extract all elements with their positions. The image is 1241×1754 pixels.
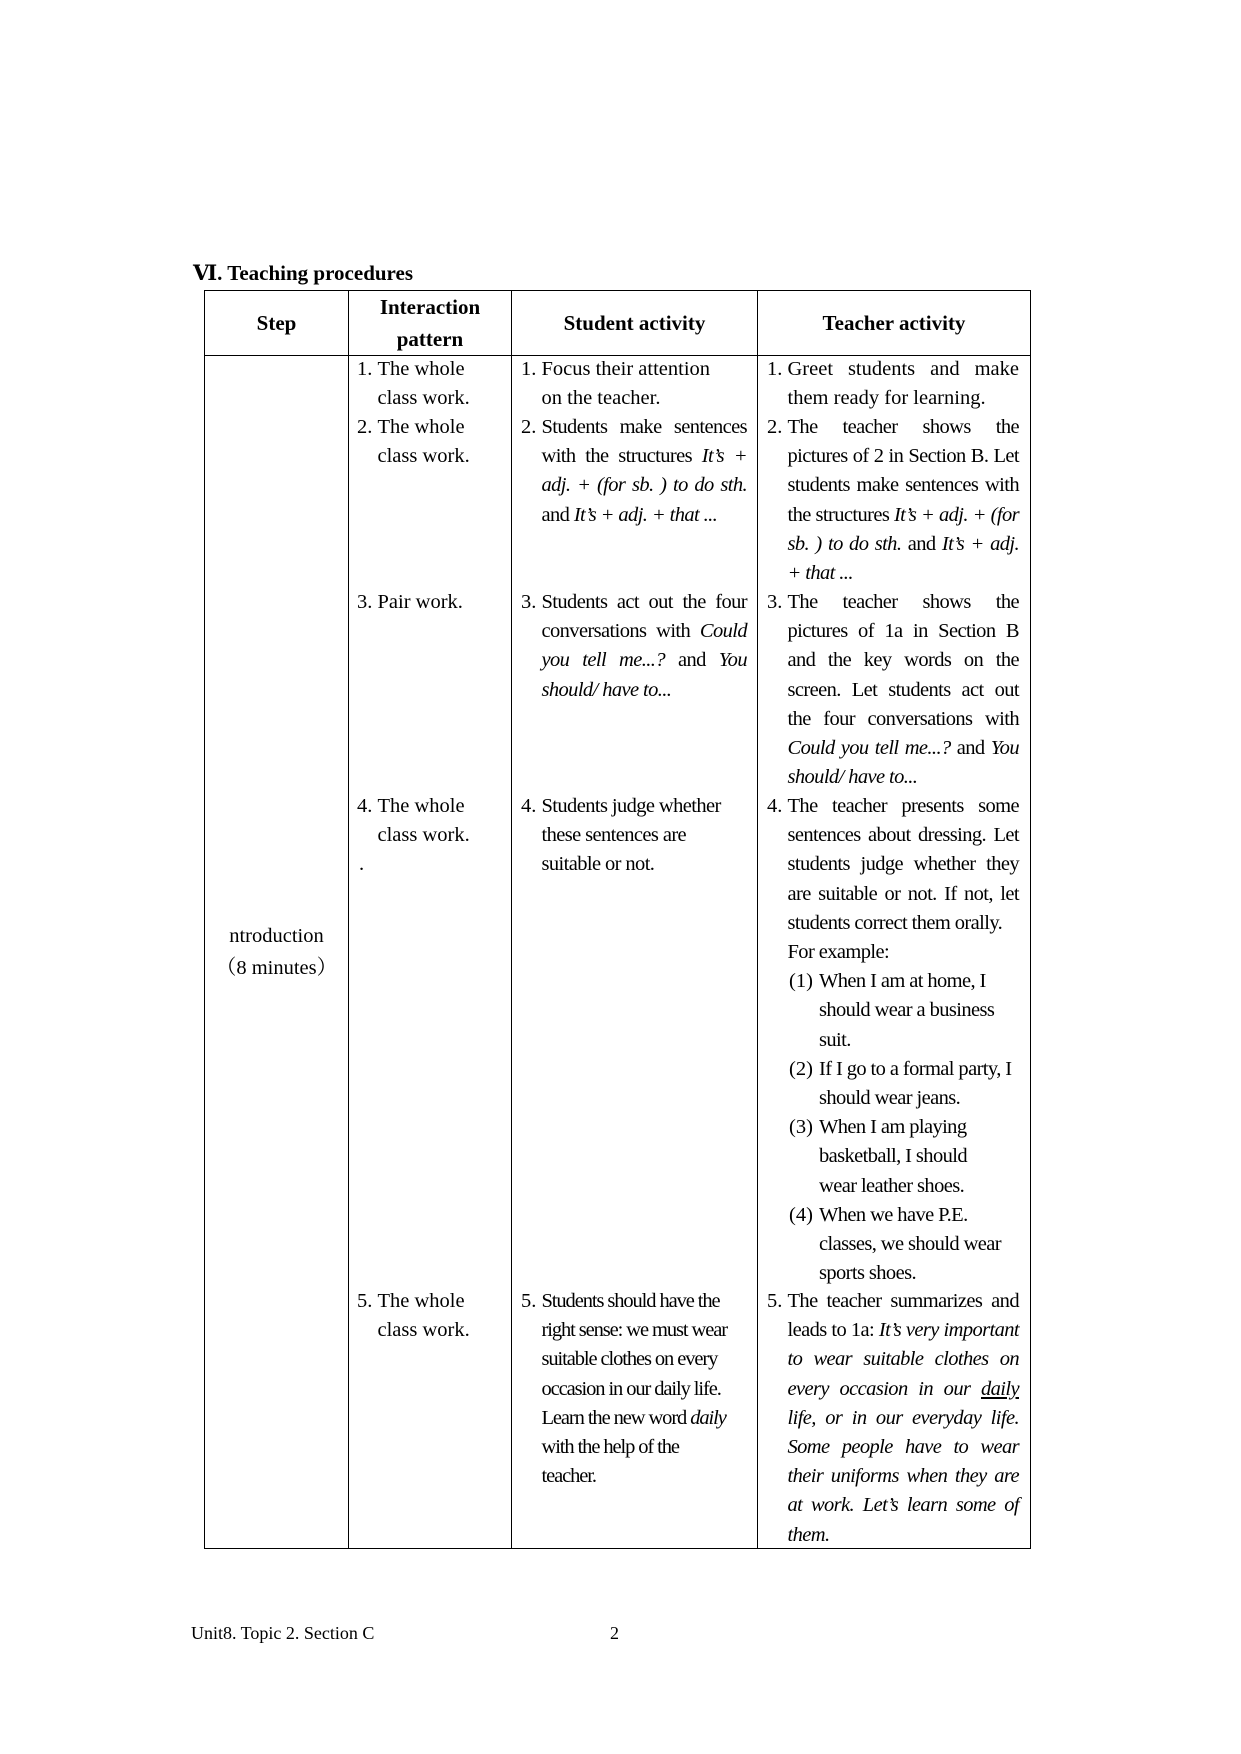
interaction-dot: . xyxy=(359,853,365,875)
teacher-item-2: 2. The teacher shows the pictures of 2 in Section B. Let students make sentences with the structures It’s + adj. + (for sb. ) to do sth. and It’s + adj. + that ... xyxy=(767,416,1019,585)
header-student: Student activity xyxy=(512,291,758,356)
interaction-item-2: 2. The whole class work. xyxy=(357,416,470,468)
header-interaction-line1: Interaction xyxy=(379,295,481,319)
header-interaction xyxy=(349,291,512,356)
page-number: 2 xyxy=(610,1623,619,1643)
teacher-item-4: 4. The teacher presents some sentences about dressing. Let students judge whether they are suitable or not. If not, let students correct them orally. For example: (1) When I am at home, I should wear a business suit. (2) If I go to a formal party, I should wear jeans. (3) When I am playing basketball, I should wear leather shoes. (4) When we have P.E. classes, we should wear sports shoes. xyxy=(767,792,1019,1288)
example-label: For example: xyxy=(787,941,890,964)
interaction-cell xyxy=(349,356,512,1549)
example-item: (1) When I am at home, I should wear a business suit. xyxy=(789,970,995,1051)
step-cell xyxy=(205,356,349,1549)
interaction-item-3: 3. Pair work. xyxy=(357,591,463,613)
example-list xyxy=(767,967,1019,1288)
student-item-5: 5. Students should have the right sense: we must wear suitable clothes on every occasion in our daily life. Learn the new word daily with the help of the teacher. xyxy=(521,1290,727,1488)
teacher-item-1: 1. Greet students and make them ready for learning. xyxy=(767,358,1019,410)
step-time: （8 minutes） xyxy=(215,957,338,979)
student-item-1: 1. Focus their attention on the teacher. xyxy=(521,358,711,410)
example-item: (3) When I am playing basketball, I should wear leather shoes. xyxy=(789,1116,967,1197)
table-header-row xyxy=(205,291,1031,356)
interaction-item-1: 1. The whole class work. xyxy=(357,358,470,410)
interaction-item-4: 4. The whole class work. xyxy=(357,795,470,847)
footer-document-title: Unit8. Topic 2. Section C xyxy=(191,1623,375,1643)
example-item: (2) If I go to a formal party, I should wear jeans. xyxy=(789,1057,1012,1110)
header-teacher: Teacher activity xyxy=(758,291,1031,356)
teacher-item-3: 3. The teacher shows the pictures of 1a in Section B and the key words on the screen. Let students act out the four conversations with Could you tell me...? and You should/ have to... xyxy=(767,591,1019,789)
step-name: ntroduction xyxy=(229,925,324,947)
student-item-4: 4. Students judge whether these sentences are suitable or not. xyxy=(521,795,721,876)
student-item-3: 3. Students act out the four conversations with Could you tell me...? and You should/ have to... xyxy=(521,591,747,701)
header-interaction-line2: pattern xyxy=(396,327,464,351)
teacher-item-5: 5. The teacher summarizes and leads to 1a: It’s very important to wear suitable clothes on every occasion in our daily life, or in our everyday life. Some people have to wear their uniforms when they are at work. Let’s learn some of them. xyxy=(767,1290,1020,1546)
example-item: (4) When we have P.E. classes, we should wear sports shoes. xyxy=(789,1203,1002,1285)
interaction-item-5: 5. The whole class work. xyxy=(357,1290,470,1342)
header-step: Step xyxy=(205,291,349,356)
section-heading: Ⅵ. Teaching procedures xyxy=(193,261,413,285)
student-item-2: 2. Students make sentences with the structures It’s + adj. + (for sb. ) to do sth. and It’s + adj. + that ... xyxy=(521,416,747,526)
